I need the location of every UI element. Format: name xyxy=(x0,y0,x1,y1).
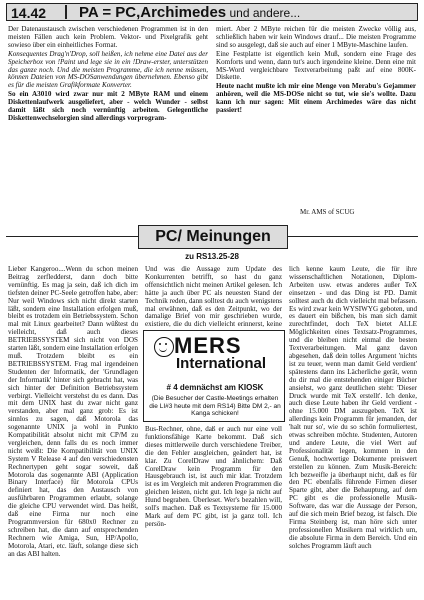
article-column-3 xyxy=(289,266,417,594)
page-header xyxy=(6,3,418,21)
article-column-2-bottom-text: Bus-Rechner, ohne, daß er auch nur eine voll funktionsfähige Karte bekommt. Daß sich dieses mittlerweile durch verschiedene Treiber, die den Fehler ausgleichen, geändert hat, ist klar. Zu CorelDraw und ähnlichem: Daß CorelDraw kein Programm für den Hausgebrauch ist, ist auch mir klar. Trotzdem ist es im Vergleich mit anderen Programmen die gleichen leisten, nicht gut. Ich lege ja nicht auf Hund begraben. Überleset. Wer's bezahlen will, soll's machen. Daß es Textsysteme für 15.000 Mark auf dem PC gibt, ist ja ganz toll. Ich persön- xyxy=(145,426,282,528)
top-right-paragraph-1: miert. Aber 2 MByte reichen für die meisten Zwecke völlig aus, schließlich haben wir kein Windows drauf... Die meisten Programme sind so ausgelegt, daß sie auch auf einer 1 MByte-Maschine laufen. xyxy=(216,26,416,49)
article-column-2-top xyxy=(145,266,282,328)
header-divider xyxy=(65,5,67,19)
article-column-2-top-text: Und was die Aussage zum Update des Konkurrenten betrifft, so hast du ganz offensichtlich nicht meinen Artikel gelesen. Ich hätte ja auch über PC als neuesten Stand der Technik reden, dann solltest du auch wenigstens mal erwähnen, daß es den Zeitpunkt, wo der damalige Brief von mir geschrieben wurde, existiere, die du dich vielleicht erinnerst, keine xyxy=(145,266,282,328)
ad-note: (Die Besucher der Castle-Meetings erhalten die LI#3 heute mit dem RS14) Bitte DM 2,- an Kanga schicken! xyxy=(149,395,281,417)
section-title: PC/ Meinungen xyxy=(138,225,288,249)
header-title-main: PA = PC,Archimedes xyxy=(79,4,227,21)
top-left-paragraph-2: Konsequentes Drag'n'Drop, soll heißen, ich nehme eine Datei aus der Speicherbox von !Paint und lege sie in ein !Draw-erster, unterstützen das ganze noch. Und die meisten Programme, die ich nenne müssen, können Dateien von MS-DOSanwendungen übernehmen. Ebenso gibt es für die meisten Grafikformate Konverter. xyxy=(8,49,208,90)
top-left-paragraph-3: So ein A3010 wird zwar nur mit 2 MByte RAM und einem Diskettenlaufwerk ausgeliefert, aber - welch Wunder - selbst damit läßt sich noch vernünftig arbeiten. Gelegentliche Diskettenwechselorgien sind allerdings vorprogram- xyxy=(8,90,208,122)
article-column-1-text: Lieber Kangeroo....Wenn du schon meinen Beitrag zerfledderst, dann doch bitte vernünftig. Es mag ja sein, daß ich dich im tiefsten deiner PC-Seele getroffen habe, aber: Nur weil Windows sich nicht direkt starten läßt, sondern eine Installation erfolgen muß, bleibt es trotzdem ein Betriebssystem. Schon mal mit Linux gearbeitet? Dann wüßtest du vielleicht, daß auch dieses BETRIEBSSYSTEM sich nicht von DOS starten läßt, sondern eine Installation erfolgen muß. Trotzdem bleibt es ein BETRIEBSSYSTEM. Frag mal irgendeinen Studenten der Informatik, der 'Grundlagen der Informatik' hinter sich gebracht hat, was sich hinter der Definition Betriebssystem verbirgt. Vielleicht verstehst du es dann. Das mit dem UNIX hast du zwar nicht ganz verstanden, aber mal ganz grob: Es ist sinnlos zu sagen, daß Motorola das sogenannte UNIX ja wohl in Punkto Kompatibilität absolut nicht mit CP/M zu vergleichen, denn falls du es noch immer nicht weißt: Die Kompatibilität von UNIX System V Release 4 auf den verschiedensten Rechnertypen geht sogar soweit, daß Motorola das sogenannte ABI (Application Binary Interface) für Motorola CPUs definiert hat, das den Austausch von ausführbaren Programmen erlaubt, solange die gleiche CPU verwendet wird. Das heißt, daß eine Firma nur noch eine Programmversion für 680x0 Rechner zu schreiben hat, die dann auf entsprechenden Rechnern wie Amiga, Sun, HP/Apollo, Motorola, Atari, etc. läuft, solange diese sich an das ABI halten. xyxy=(8,266,138,558)
ad-kiosk-text: # 4 demnächst am KIOSK xyxy=(166,383,264,392)
top-right-paragraph-2: Eine Festplatte ist eigentlich kein Muß, sondern eine Frage des Komforts und wenn, dann tut's auch irgendeine kleine. Denn eine mit MS-Word vergleichbare Textverarbeitung paßt auf eine 800K-Diskette. xyxy=(216,49,416,82)
page-number: 14.42 xyxy=(11,5,47,21)
section-rule-left xyxy=(6,236,138,237)
top-left-column xyxy=(8,26,208,222)
section-range-label: zu RS13.25-28 xyxy=(185,252,239,261)
article-column-3-text: lich kenne kaum Leute, die für ihre wissenschaftlichen Notationen, Diplom- Arbeiten usw. etwas anderes außer TeX einsetzen - und das Ding ist PD. Damit solltest auch du dich vielleicht mal befassen. Es wird zwar kein WYSIWYG geboten, und es dauert ein bißchen, bis man sich damit zurechtfindet, doch TeX bietet ALLE Möglichkeiten eines Textsatz-Programmes, und die bleiben nicht einmal die besten Textverarbeitungen. Mal ganz davon abgesehen, daß dein tolles Argument 'nichts ist zu teuer, wenn man damit Geld verdient' spätestens dann ins Lächerliche gerät, wenn du dir mal die entstehenden einiger Bücher ansiehst, wo ganz deutlichen steht: 'Dieser Druck wurde mit TeX erstellt'. Ich denke, auch diese Leute haben ihr Geld verdient - ohne 15.000 DM auszugeben. TeX ist allerdings kein Programm für jemanden, der 'halt nur so', wie du so schön formuliertest, etwas schreiben möchte. Studenten, Autoren und andere Leute, die viel Wert auf Professionalität legen, kommen in den Genuß, hochwertige Dokumente preiswert erstellen zu können. Zum Musik-Bereich: Ich bezweifle ja überhaupt nicht, daß es für den PC ebenfalls führende Firmen dieser Sparte gibt, aber die Behauptung, auf dem PC gibt es die professionelle Musik-Software, das war die Aussage der Person, auf die sich mein Brief bezog, ist falsch. Die Firma Steinberg ist, man höre sich unter professionellen Musikern mal wirklich um, die absolute Firma in dem Bereich. Und ein solches Programm läuft auch xyxy=(289,266,417,550)
ad-brand-line-1: MERS xyxy=(174,333,242,358)
section-rule-right xyxy=(288,236,418,237)
top-left-paragraph-1: Der Datenaustausch zwischen verschiedenen Programmen ist in den meisten Fällen auch kein Problem. Vektor- und Pixelgrafik geht sowieso über ein einheitliches Format. xyxy=(8,26,208,49)
ad-brand-line-2: International xyxy=(176,355,267,372)
top-right-paragraph-3: Heute nacht mußte ich mir eine Menge von Merabu's Gejammer anhören, weil die MS-DOSe nicht so tut, wie sie's wollte. Dazu kann ich nur sagen: Mit einem Archimedes wäre das nicht passiert! xyxy=(216,82,416,115)
smiley-face-icon xyxy=(154,337,174,357)
top-right-column xyxy=(216,26,416,204)
header-title-suffix: und andere... xyxy=(226,6,301,20)
header-title xyxy=(79,4,300,22)
author-signature: Mr. AMS of SCUG xyxy=(300,208,355,216)
article-column-1 xyxy=(8,266,138,594)
mers-international-ad xyxy=(143,330,285,422)
article-column-2-bottom xyxy=(145,426,282,594)
ad-logo xyxy=(150,335,278,375)
